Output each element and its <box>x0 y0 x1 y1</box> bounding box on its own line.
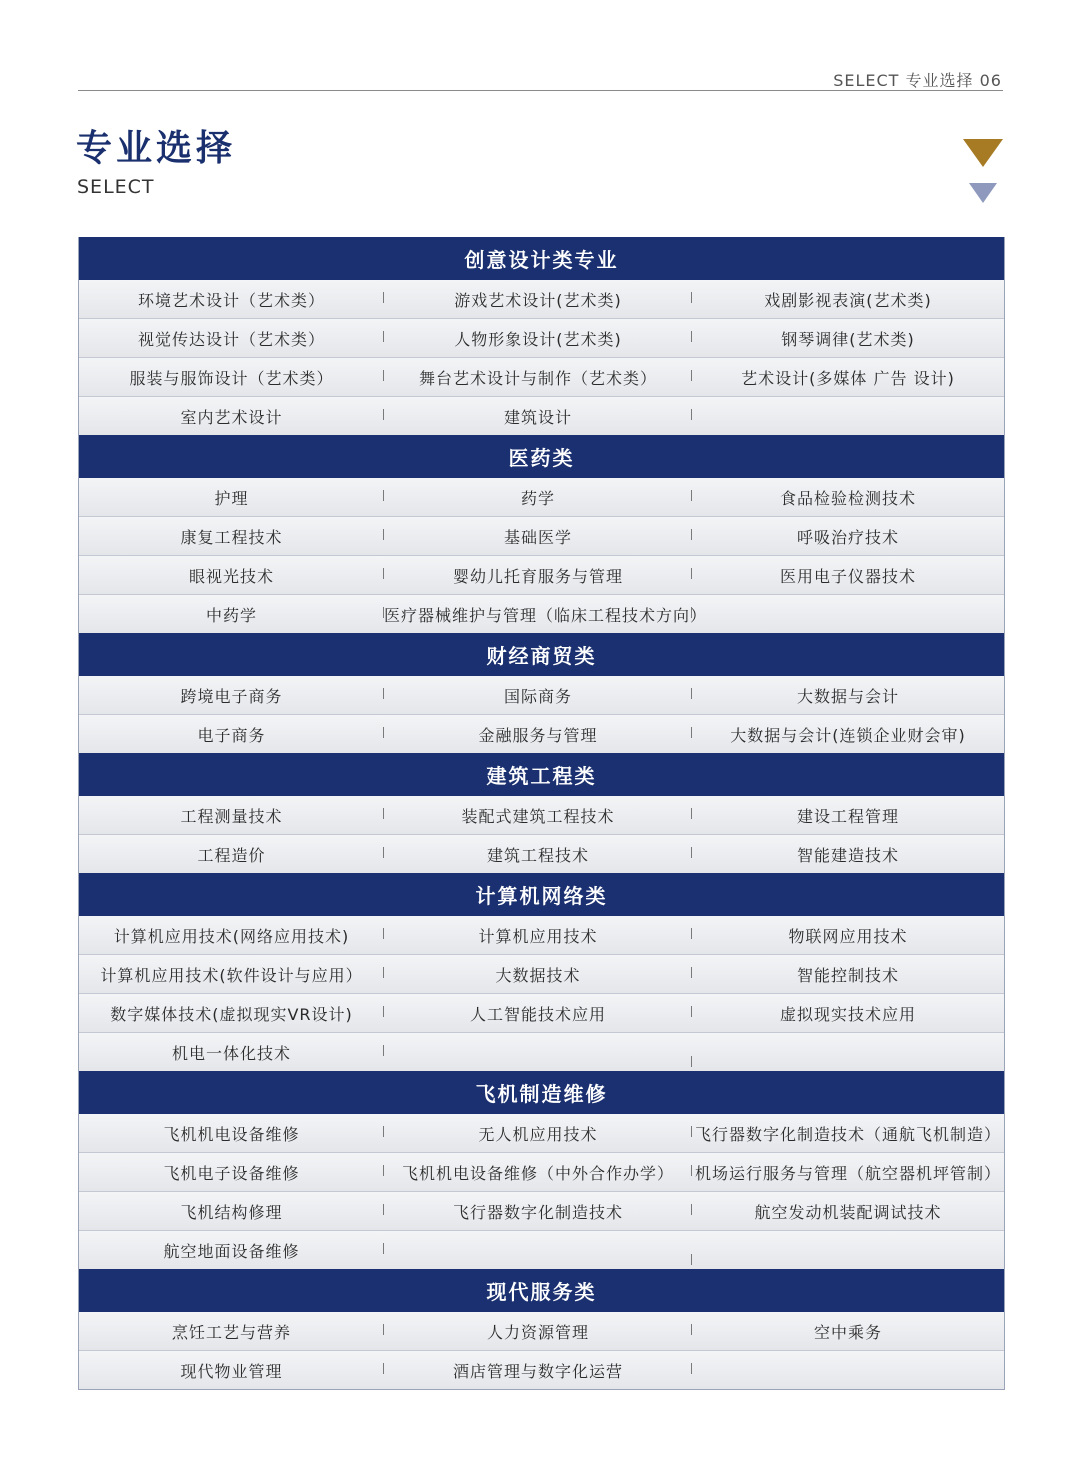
section-header: 财经商贸类 <box>79 633 1004 676</box>
table-row <box>79 835 1004 873</box>
major-cell: 金融服务与管理 <box>384 723 692 746</box>
major-cell: 食品检验检测技术 <box>779 488 916 508</box>
major-cell: 医用电子仪器技术 <box>779 566 916 586</box>
table-row <box>79 397 1004 435</box>
table-row <box>79 1153 1004 1192</box>
table-row <box>79 1033 1004 1071</box>
page-header-label: SELECT 专业选择 06 <box>833 71 1002 90</box>
major-cell: 大数据与会计(连锁企业财会审) <box>730 725 966 745</box>
major-cell: 智能控制技术 <box>796 965 899 985</box>
table-row <box>79 1192 1004 1231</box>
major-cell: 航空地面设备维修 <box>79 1239 384 1262</box>
table-row <box>79 358 1004 397</box>
major-cell: 装配式建筑工程技术 <box>384 804 692 827</box>
table-row <box>79 715 1004 753</box>
major-cell: 建筑设计 <box>384 405 692 428</box>
major-cell: 国际商务 <box>384 684 692 707</box>
table-row <box>79 916 1004 955</box>
major-cell: 计算机应用技术(软件设计与应用） <box>79 963 384 986</box>
header-divider <box>78 90 1003 91</box>
majors-table <box>78 237 1005 1390</box>
table-row <box>79 556 1004 595</box>
major-cell: 无人机应用技术 <box>384 1122 692 1145</box>
major-cell: 服装与服饰设计（艺术类） <box>79 366 384 389</box>
major-cell: 护理 <box>79 486 384 509</box>
major-cell: 航空发动机装配调试技术 <box>754 1202 942 1222</box>
major-cell: 中药学 <box>79 603 384 626</box>
major-cell: 飞行器数字化制造技术（通航飞机制造） <box>694 1124 1001 1144</box>
major-cell: 呼吸治疗技术 <box>796 527 899 547</box>
major-cell: 现代物业管理 <box>79 1359 384 1382</box>
major-cell: 计算机应用技术(网络应用技术) <box>79 924 384 947</box>
major-cell: 电子商务 <box>79 723 384 746</box>
section-header: 医药类 <box>79 435 1004 478</box>
major-cell: 婴幼儿托育服务与管理 <box>384 564 692 587</box>
table-row <box>79 676 1004 715</box>
table-row <box>79 517 1004 556</box>
major-cell: 药学 <box>384 486 692 509</box>
major-cell: 基础医学 <box>384 525 692 548</box>
major-cell: 飞行器数字化制造技术 <box>384 1200 692 1223</box>
major-cell: 飞机机电设备维修 <box>79 1122 384 1145</box>
major-cell: 康复工程技术 <box>79 525 384 548</box>
major-cell: 眼视光技术 <box>79 564 384 587</box>
table-row <box>79 994 1004 1033</box>
section-header: 建筑工程类 <box>79 753 1004 796</box>
major-cell: 人物形象设计(艺术类) <box>384 327 692 350</box>
major-cell: 计算机应用技术 <box>384 924 692 947</box>
major-cell: 舞台艺术设计与制作（艺术类） <box>384 366 692 389</box>
major-cell: 酒店管理与数字化运营 <box>384 1359 692 1382</box>
major-cell: 大数据与会计 <box>796 686 899 706</box>
table-row <box>79 1312 1004 1351</box>
section-header: 创意设计类专业 <box>79 237 1004 280</box>
table-row <box>79 1114 1004 1153</box>
table-row <box>79 319 1004 358</box>
section-header: 现代服务类 <box>79 1269 1004 1312</box>
table-row <box>79 955 1004 994</box>
major-cell: 飞机机电设备维修（中外合作办学） <box>384 1161 692 1184</box>
major-cell: 游戏艺术设计(艺术类) <box>384 288 692 311</box>
major-cell: 建设工程管理 <box>796 806 899 826</box>
major-cell: 工程造价 <box>79 843 384 866</box>
table-row <box>79 1351 1004 1389</box>
major-cell: 烹饪工艺与营养 <box>79 1320 384 1343</box>
major-cell: 跨境电子商务 <box>79 684 384 707</box>
page-subtitle: SELECT <box>77 176 155 198</box>
major-cell: 戏剧影视表演(艺术类) <box>764 290 932 310</box>
major-cell: 工程测量技术 <box>79 804 384 827</box>
major-cell: 人力资源管理 <box>384 1320 692 1343</box>
major-cell: 机电一体化技术 <box>79 1041 384 1064</box>
major-cell: 视觉传达设计（艺术类） <box>79 327 384 350</box>
major-cell: 人工智能技术应用 <box>384 1002 692 1025</box>
major-cell: 数字媒体技术(虚拟现实VR设计) <box>79 1002 384 1025</box>
major-cell: 空中乘务 <box>813 1322 882 1342</box>
major-cell: 医疗器械维护与管理（临床工程技术方向） <box>384 603 692 626</box>
section-header: 计算机网络类 <box>79 873 1004 916</box>
major-cell: 室内艺术设计 <box>79 405 384 428</box>
major-cell: 钢琴调律(艺术类) <box>781 329 915 349</box>
major-cell: 飞机结构修理 <box>79 1200 384 1223</box>
table-row <box>79 478 1004 517</box>
major-cell: 智能建造技术 <box>796 845 899 865</box>
page-title: 专业选择 <box>76 128 237 169</box>
table-row <box>79 595 1004 633</box>
blue-triangle-icon <box>969 183 997 203</box>
gold-triangle-icon <box>963 139 1003 167</box>
major-cell: 虚拟现实技术应用 <box>779 1004 916 1024</box>
major-cell: 物联网应用技术 <box>788 926 908 946</box>
section-header: 飞机制造维修 <box>79 1071 1004 1114</box>
major-cell: 艺术设计(多媒体 广告 设计) <box>741 368 955 388</box>
table-row <box>79 1231 1004 1269</box>
major-cell: 飞机电子设备维修 <box>79 1161 384 1184</box>
major-cell: 机场运行服务与管理（航空器机坪管制） <box>694 1163 1001 1183</box>
major-cell: 环境艺术设计（艺术类） <box>79 288 384 311</box>
major-cell: 建筑工程技术 <box>384 843 692 866</box>
table-row <box>79 796 1004 835</box>
major-cell: 大数据技术 <box>384 963 692 986</box>
table-row <box>79 280 1004 319</box>
